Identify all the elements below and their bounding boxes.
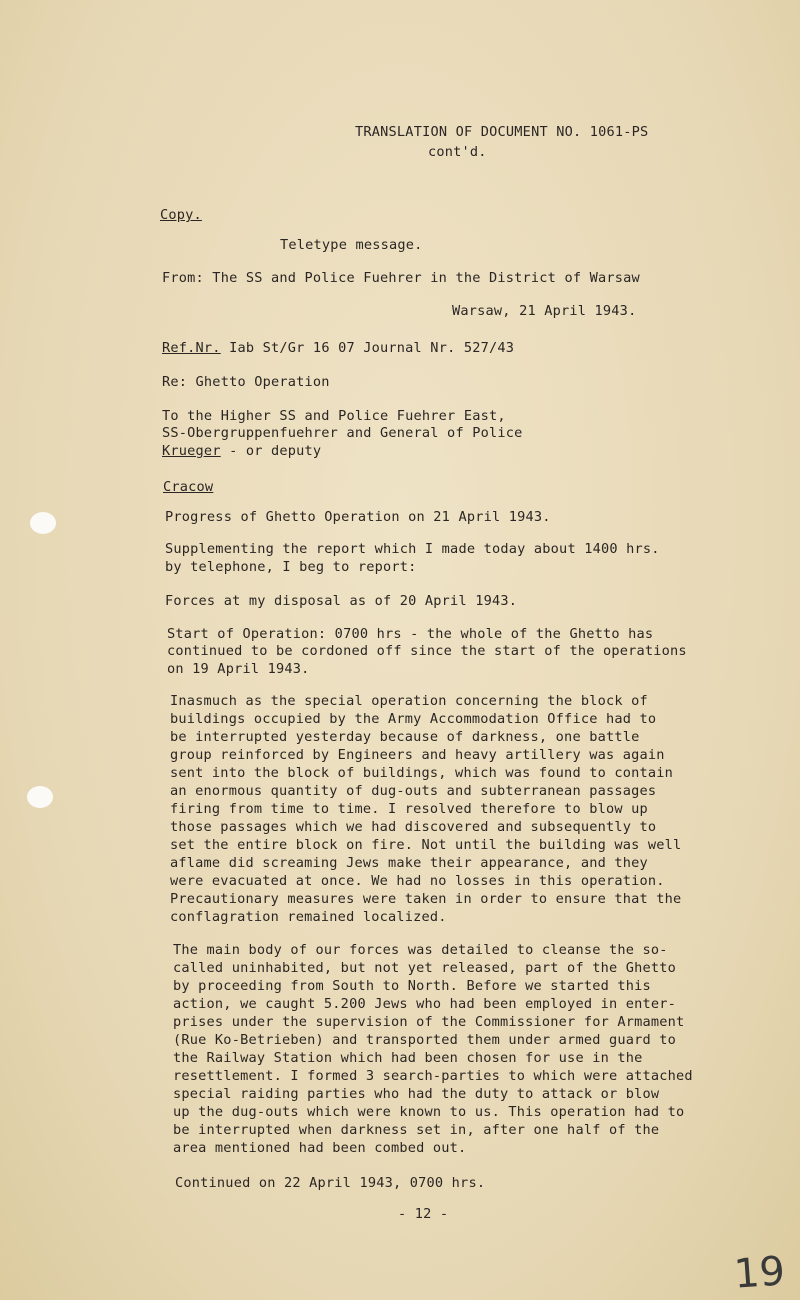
paragraph-line: prises under the supervision of the Commissioner for Armament (173, 1014, 685, 1030)
paragraph-line: were evacuated at once. We had no losses in this operation. (170, 873, 665, 889)
paragraph-line: Forces at my disposal as of 20 April 1943. (165, 593, 518, 609)
paragraph-line: be interrupted when darkness set in, after one half of the (173, 1122, 660, 1138)
paragraph-line: group reinforced by Engineers and heavy artillery was again (170, 747, 665, 763)
paragraph-line: on 19 April 1943. (167, 661, 310, 677)
paragraph-line: called uninhabited, but not yet released, part of the Ghetto (173, 960, 677, 976)
paragraph-line: action, we caught 5.200 Jews who had been employed in enter- (173, 996, 677, 1012)
addressee-suffix: - or deputy (220, 443, 322, 459)
copy-label: Copy. (160, 207, 202, 223)
addressee-line-2: SS-Obergruppenfuehrer and General of Police (162, 425, 523, 441)
continued-note: Continued on 22 April 1943, 0700 hrs. (175, 1175, 486, 1191)
paragraph-line: buildings occupied by the Army Accommodation Office had to (170, 711, 657, 727)
paragraph-line: by proceeding from South to North. Before we started this (173, 978, 651, 994)
document-title: TRANSLATION OF DOCUMENT NO. 1061-PS (355, 124, 649, 140)
paragraph-line: set the entire block on fire. Not until the building was well (170, 837, 682, 853)
paragraph-line: area mentioned had been combed out. (173, 1140, 467, 1156)
paragraph-line: an enormous quantity of dug-outs and subterranean passages (170, 783, 657, 799)
page-number: - 12 - (398, 1206, 449, 1222)
paragraph-line: firing from time to time. I resolved therefore to blow up (170, 801, 648, 817)
paragraph-line: Supplementing the report which I made today about 1400 hrs. (165, 541, 660, 557)
reference-label: Ref.Nr. (162, 340, 221, 356)
paragraph-line: aflame did screaming Jews make their appearance, and they (170, 855, 648, 871)
progress-title: Progress of Ghetto Operation on 21 April 1943. (165, 509, 551, 525)
paragraph-line: continued to be cordoned off since the start of the operations (167, 643, 687, 659)
paragraph-line: Inasmuch as the special operation concerning the block of (170, 693, 648, 709)
addressee-line-3 (162, 445, 321, 459)
paragraph-line: special raiding parties who had the duty to attack or blow (173, 1086, 660, 1102)
date-line: Warsaw, 21 April 1943. (452, 303, 637, 319)
addressee-line-1: To the Higher SS and Police Fuehrer East, (162, 408, 506, 424)
punch-hole (27, 786, 53, 808)
paragraph-line: up the dug-outs which were known to us. This operation had to (173, 1104, 685, 1120)
paragraph-line: sent into the block of buildings, which was found to contain (170, 765, 674, 781)
paragraph-line: resettlement. I formed 3 search-parties to which were attached (173, 1068, 693, 1084)
paragraph-line: be interrupted yesterday because of darkness, one battle (170, 729, 640, 745)
city-line: Cracow (163, 479, 214, 495)
addressee-name: Krueger (162, 443, 221, 459)
handwritten-folio-number: 19 (732, 1248, 787, 1298)
paragraph-line: by telephone, I beg to report: (165, 559, 417, 575)
paragraph-line: Precautionary measures were taken in order to ensure that the (170, 891, 682, 907)
from-line: From: The SS and Police Fuehrer in the District of Warsaw (162, 270, 640, 286)
paragraph-line: Start of Operation: 0700 hrs - the whole of the Ghetto has (167, 626, 654, 642)
continued-marker: cont'd. (428, 144, 487, 160)
reference-line (162, 342, 514, 356)
punch-hole (30, 512, 56, 534)
paragraph-line: The main body of our forces was detailed to cleanse the so- (173, 942, 668, 958)
paragraph-line: those passages which we had discovered and subsequently to (170, 819, 657, 835)
reference-text: Iab St/Gr 16 07 Journal Nr. 527/43 (220, 340, 515, 356)
paragraph-line: (Rue Ko-Betrieben) and transported them under armed guard to (173, 1032, 677, 1048)
paragraph-line: conflagration remained localized. (170, 909, 447, 925)
message-type: Teletype message. (280, 237, 423, 253)
paragraph-line: the Railway Station which had been chosen for use in the (173, 1050, 643, 1066)
subject-line: Re: Ghetto Operation (162, 374, 330, 390)
